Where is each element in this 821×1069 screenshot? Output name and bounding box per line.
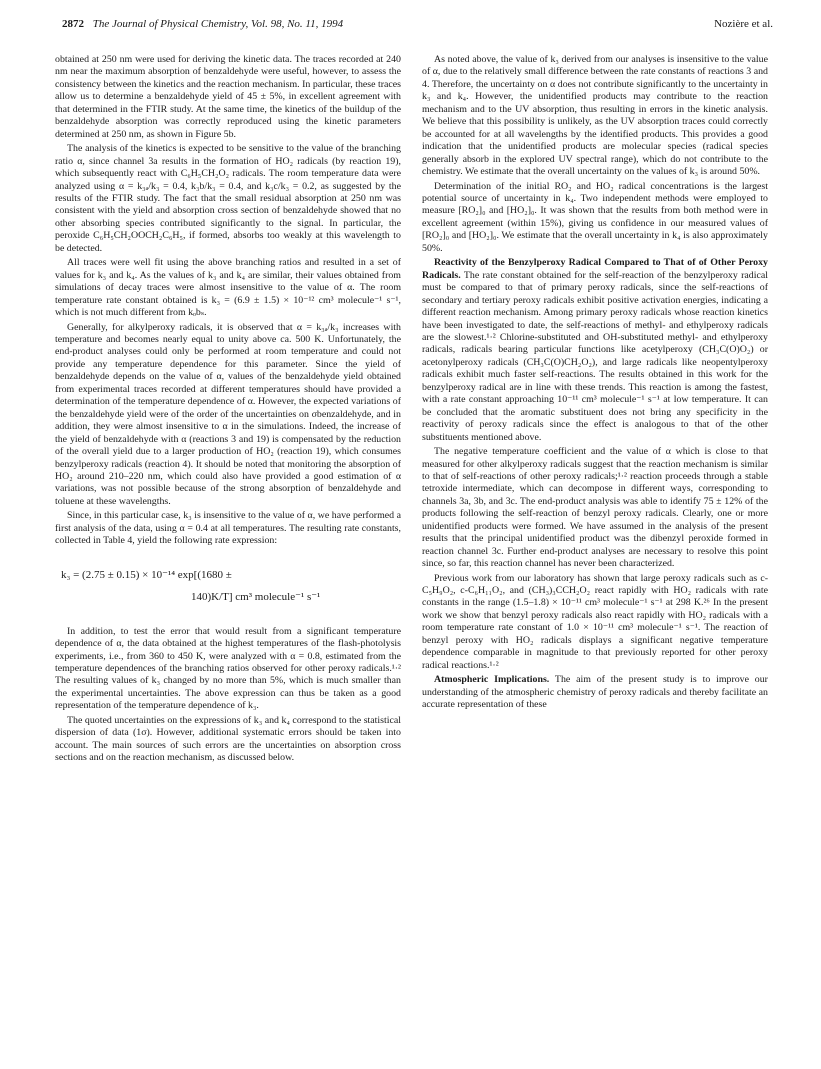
- left-column: [55, 54, 401, 1054]
- paragraph: The analysis of the kinetics is expected to be sensitive to the value of the branching ratio α, since channel 3a results in the formation of HO₂ radicals (by reaction 19), which subsequently react with C₆H₅CH₂O₂ radicals. The room temperature data were analyzed using α = k₃ₐ/k₃ = 0.4, k₃b/k₃ = 0.4, and k₃c/k₃ = 0.2, as suggested by the results of the FTIR study. The fact that the small residual absorption at 250 nm was consistent with the yield and absorption cross section of benzaldehyde showed that no other absorbing species contributed significantly to the signal. In particular, the peroxide C₆H₅CH₂OOCH₂C₆H₅, if formed, absorbs too weakly at this wavelength to be detected.: [55, 143, 401, 254]
- section-paragraph: [422, 257, 768, 444]
- page-number: 2872: [62, 18, 84, 30]
- paragraph: Determination of the initial RO₂ and HO₂ radical concentrations is the largest potential source of uncertainty in k₄. Two independent methods were employed to measure [RO₂]₀ and [HO₂]₀. It was shown that the results from both method were in excellent agreement (within 15%), giving us confidence in our measured values of [RO₂]₀ and [HO₂]₀. We estimate that the overall uncertainty in k₄ is also approximately 50%.: [422, 180, 768, 254]
- paragraph-text: The rate constant obtained for the self-reaction of the benzylperoxy radical must be compared to that of primary peroxy radicals, since the self-reactions of secondary and tertiary peroxy radicals exhibit positive activation energies, indicating a different reaction mechanism. Among primary peroxy radicals whose reaction kinetics have been investigated to date, the self-reactions of methyl- and ethylperoxy radicals are the slowest.¹·² Chlorine-substituted and OH-substituted methyl- and ethylperoxy radicals, radicals bearing particular functions like acetylperoxy (CH₃C(O)O₂) or acetonylperoxy radicals (CH₃C(O)CH₂O₂), and large radicals like neopentylperoxy radicals exhibit much faster self-reactions. The results obtained in this work for the benzylperoxy radical are in line with these trends. This reaction is among the fastest, with a rate constant approaching 10⁻¹¹ cm³ molecule⁻¹ s⁻¹ at low temperature. It can be concluded that the aromatic substituent does not bring any specificity in the reactivity of peroxy radicals since the effect is analogous to that of the other substituents mentioned above.: [422, 269, 768, 443]
- running-header: [62, 18, 773, 36]
- paragraph: Previous work from our laboratory has shown that large peroxy radicals such as c-C₅H₉O₂, c-C₆H₁₁O₂, and (CH₃)₃CCH₂O₂ react rapidly with HO₂ radicals with rate constants in the range (1.5–1.8) × 10⁻¹¹ cm³ molecule⁻¹ s⁻¹ at 298 K.²⁶ In the present work we show that benzyl peroxy radicals also react rapidly with HO₂ radicals with a room temperature rate constant of 1.0 × 10⁻¹¹ cm³ molecule⁻¹ s⁻¹. The reaction of benzyl peroxy with HO₂ radicals displays a significant negative temperature dependence comparable in magnitude to that previously reported for other peroxy radical reactions.¹·²: [422, 572, 768, 671]
- paragraph: As noted above, the value of k₃ derived from our analyses is insensitive to the value of α, due to the relatively small difference between the rate constants of reactions 3 and 4. Therefore, the uncertainty on α does not contribute significantly to the uncertainty in k₃ and k₄. However, the unidentified products may contribute to the reaction mechanism and to the UV absorption, thus resulting in errors in the kinetic analysis. We believe that this possibility is unlikely, as the UV absorption traces could correctly be accounted for at all wavelengths by the identified products. This provides a good indication that the unidentified products are molecular species (radical species generally absorb in the explored UV spectral range), which do not contribute to the chemistry. We estimate that the overall uncertainty on the values of k₃ is around 50%.: [422, 54, 768, 178]
- paragraph-text: The aim of the present study is to improve our understanding of the atmospheric chemistry of peroxy radicals and thereby facilitate an accurate representation of these: [422, 674, 768, 711]
- paragraph: In addition, to test the error that would result from a significant temperature dependence of α, the data obtained at the highest temperatures of the flash-photolysis experiments, i.e., from 360 to 450 K, were analyzed with α = 0.8, estimated from the temperature dependences of the branching ratios observed for other peroxy radicals.¹·² The resulting values of k₃ changed by no more than 5%, which is much smaller than the experimental uncertainties. The above expression can thus be taken as a good representation of the temperature dependence of k₃.: [55, 625, 401, 712]
- section-paragraph: [422, 674, 768, 711]
- equation-line-2: 140)K/T] cm³ molecule⁻¹ s⁻¹: [191, 590, 321, 603]
- paragraph: All traces were well fit using the above branching ratios and resulted in a set of values for k₃ and k₄. As the values of k₃ and k₄ are similar, their values obtained from simulations of decay traces were almost insensitive to the value of α. The room temperature rate constant obtained is k₃ = (6.9 ± 1.5) × 10⁻¹² cm³ molecule⁻¹ s⁻¹, which is not much different from kₒbₛ.: [55, 257, 401, 319]
- header-left: [62, 18, 343, 30]
- paragraph: obtained at 250 nm were used for deriving the kinetic data. The traces recorded at 240 nm near the maximum absorption of benzaldehyde were useful, however, to assess the consistency between the kinetics and the reaction mechanism. In particular, these traces allow us to determine a benzaldehyde yield of 45 ± 5%, in excellent agreement with that determined in the FTIR study. At the same time, the kinetics of the buildup of the benzaldehyde absorption was correctly reproduced using the kinetic parameters determined at 250 nm, as shown in Figure 5b.: [55, 54, 401, 140]
- paragraph: Since, in this particular case, k₃ is insensitive to the value of α, we have performed a first analysis of the data, using α = 0.4 at all temperatures. The resulting rate constants, collected in Table 4, yield the following rate expression:: [55, 510, 401, 547]
- section-heading: Atmospheric Implications.: [434, 674, 550, 686]
- paragraph: The quoted uncertainties on the expressions of k₃ and k₄ correspond to the statistical dispersion of data (1σ). However, additional systematic errors should be taken into account. The main sources of such errors are the uncertainties on absorption cross sections and on the reaction mechanism, as discussed below.: [55, 714, 401, 764]
- header-authors: Nozière et al.: [714, 18, 773, 30]
- journal-citation: The Journal of Physical Chemistry, Vol. 98, No. 11, 1994: [92, 18, 344, 30]
- paragraph: Generally, for alkylperoxy radicals, it is observed that α = k₃ₐ/k₃ increases with temperature and becomes nearly equal to unity above ca. 500 K. Unfortunately, the end-product analyses could only be performed at room temperature and could not provide any temperature dependence for this parameter. Since the yield of benzaldehyde depends on the value of α, values of the benzaldehyde yield obtained from experimental traces recorded at different temperatures should have provided a determination of the temperature dependence of α. However, the expected variations of the benzaldehyde yield were of the order of the uncertainties on σbenzaldehyde, and in addition, they were almost insensitive to α in the simulations. Indeed, the increase of the yield of benzaldehyde with α (reactions 3 and 19) is compensated by the reduction of the overall yield due to a larger production of HO₂ (reaction 19), which consumes benzylperoxy radicals (reaction 4). It should be noted that monitoring the absorption of HO₂ around 210–220 nm, which could also have provided a good estimation of α variations, was not possible because of the strong absorption of benzaldehyde and toluene at these wavelengths.: [55, 321, 401, 507]
- right-column: [422, 54, 768, 1054]
- section-heading: Reactivity of the Benzylperoxy Radical Compared to That of of Other Peroxy Radicals.: [422, 257, 768, 281]
- equation-line-1: k₃ = (2.75 ± 0.15) × 10⁻¹⁴ exp[(1680 ±: [61, 568, 232, 581]
- paragraph: The negative temperature coefficient and the value of α which is close to that measured for other alkylperoxy radicals suggest that the reaction mechanism is similar to that of self-reactions of other peroxy radicals;¹·² reaction proceeds through a stable tetroxide intermediate, which can decompose in different ways, corresponding to channels 3a, 3b, and 3c. The end-product analysis was able to identify 75 ± 12% of the products following the self-reaction of benzyl peroxy radicals. Clearly, one or more unidentified products were formed. We have assumed in the analysis of the present results that the principal unidentified product was the dibenzyl peroxide formed in reaction channel 3c. Further end-product analyses are necessary to resolve this point since, so far, this reaction channel has never been characterized.: [422, 446, 768, 570]
- rate-expression-equation: [55, 564, 401, 608]
